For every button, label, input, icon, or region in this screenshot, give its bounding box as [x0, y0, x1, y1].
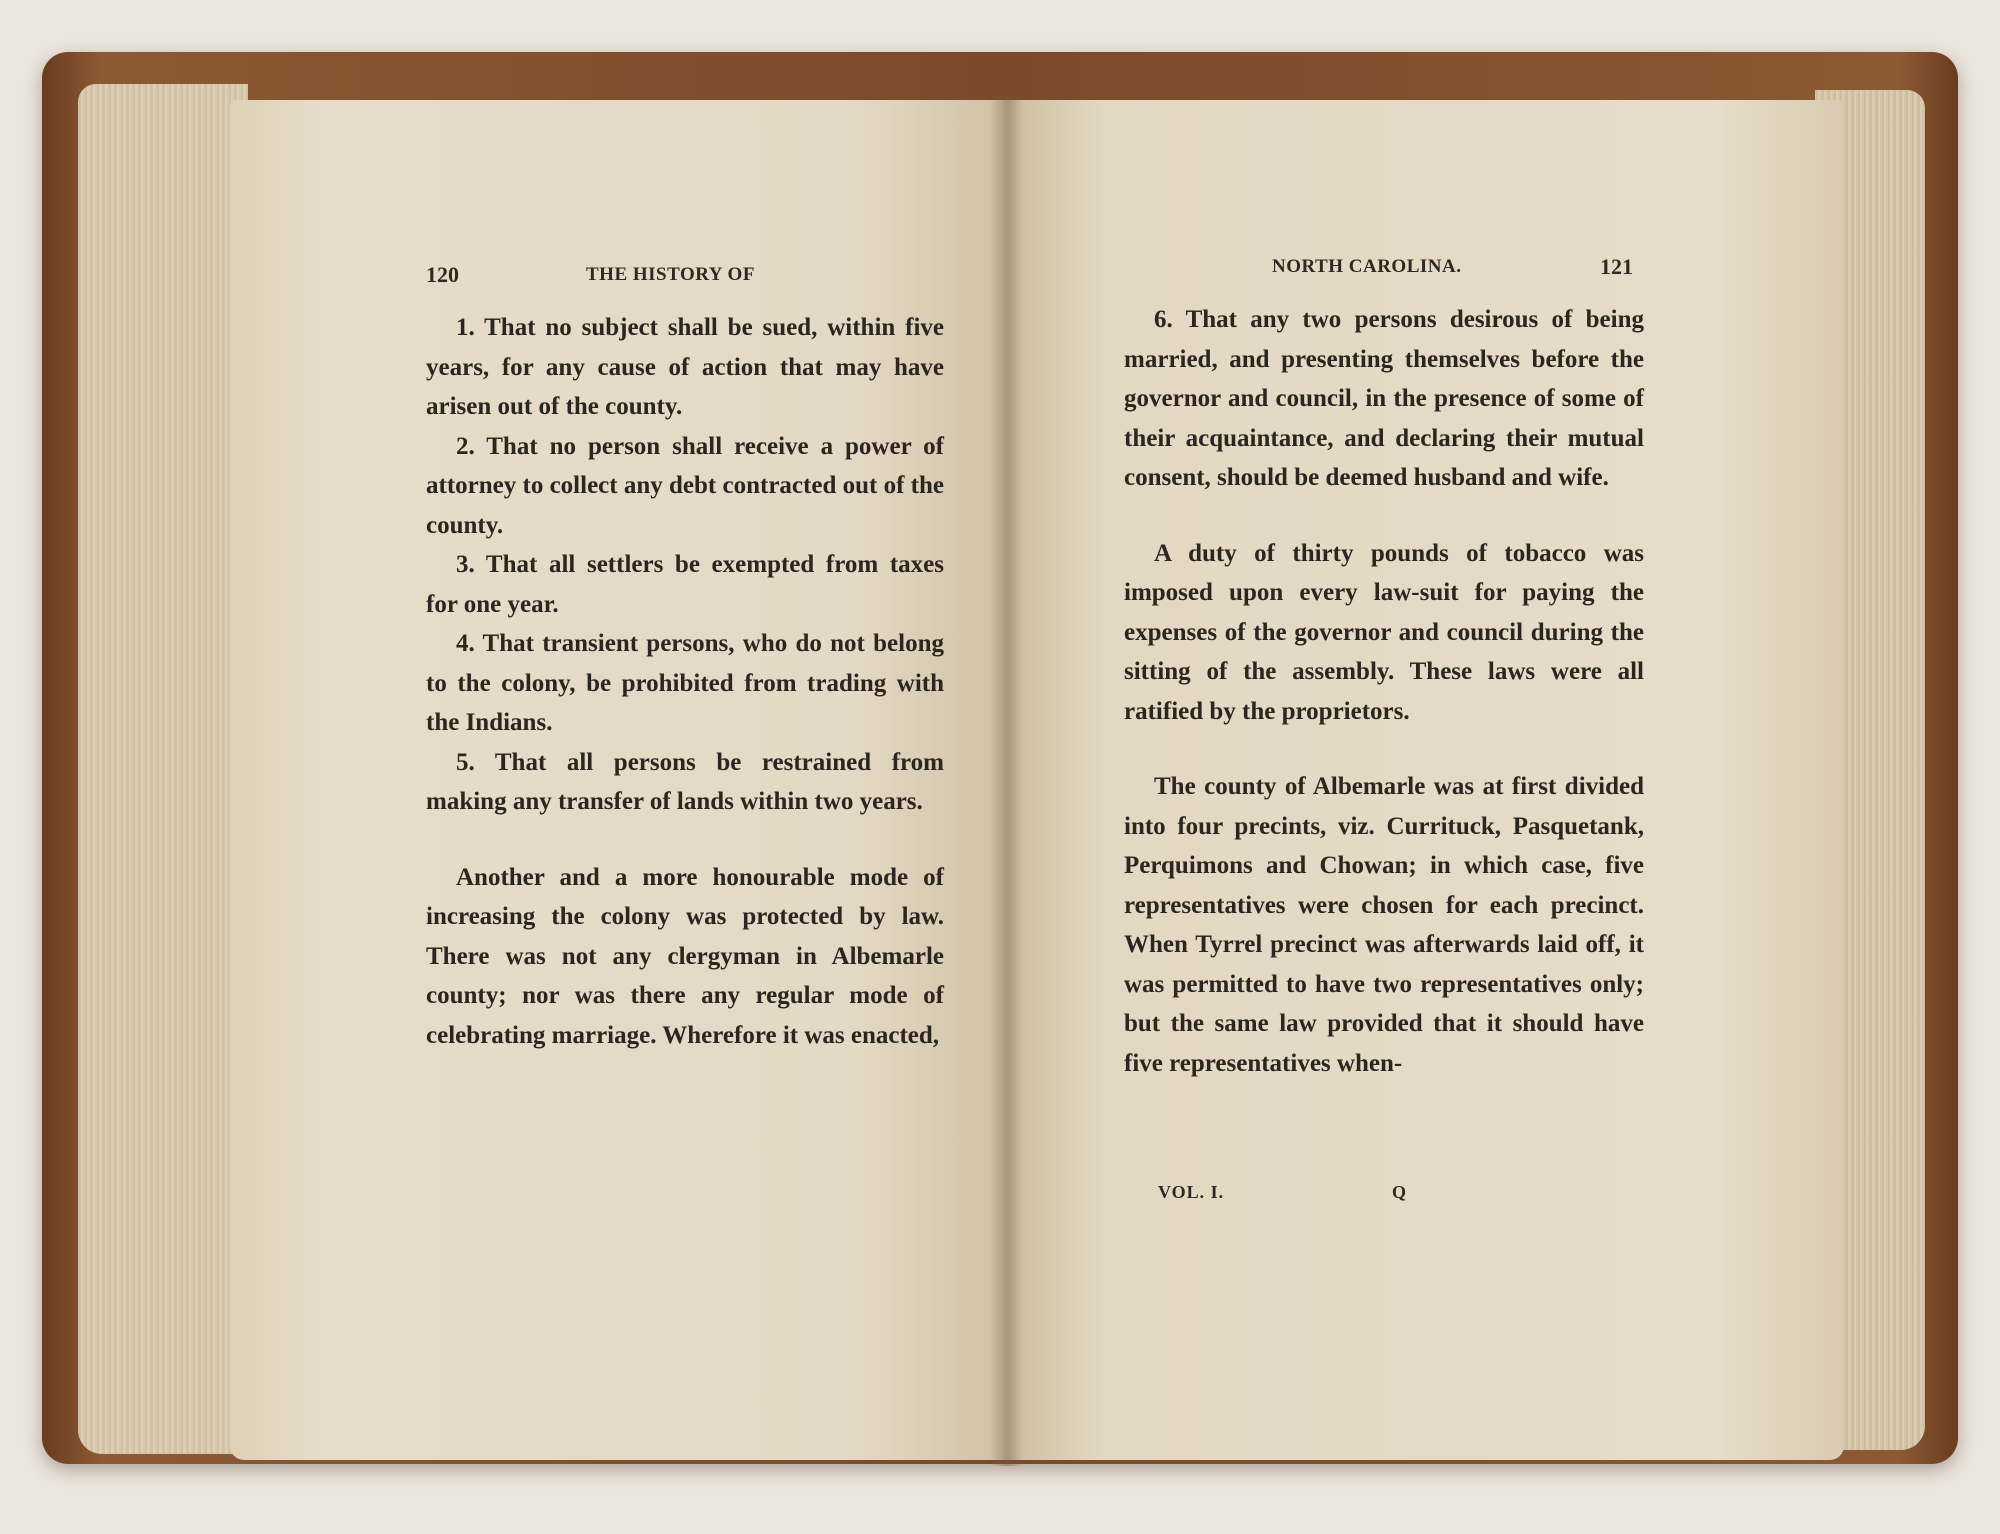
book-gutter	[990, 96, 1024, 1466]
left-paragraph-2: 2. That no person shall receive a power of attorney to collect any debt contracted out of the county.	[426, 432, 944, 539]
right-paragraph-1: 6. That any two persons desirous of being married, and presenting themselves before the governor and council, in the presence of some of their acquaintance, and declaring their mutual consent, should be deemed husband and wife.	[1124, 306, 1644, 491]
left-page-text	[426, 308, 944, 1055]
right-paragraph-2: A duty of thirty pounds of tobacco was imposed upon every law-suit for paying the expenses of the governor and council during the sitting of the assembly. These laws were all ratified by the proprietors.	[1124, 539, 1644, 725]
left-paragraph-1: 1. That no subject shall be sued, within five years, for any cause of action that may have arisen out of the county.	[426, 314, 944, 420]
left-page-number: 120	[426, 262, 459, 287]
page-edges-left	[78, 84, 248, 1454]
right-running-head: NORTH CAROLINA.	[1272, 256, 1462, 277]
right-page-text	[1124, 300, 1644, 1083]
signature-mark: Q	[1392, 1182, 1408, 1202]
right-paragraph-3: The county of Albemarle was at first divided into four precints, viz. Currituck, Pasquetank, Perquimons and Chowan; in which case, five representatives were chosen for each precinct. When Tyrrel precinct was afterwards laid off, it was permitted to have two representatives only; but the same law provided that it should have five representatives when-	[1124, 773, 1644, 1077]
volume-signature: VOL. I.	[1158, 1182, 1225, 1202]
right-page-number: 121	[1600, 254, 1633, 279]
left-paragraph-4: 4. That transient persons, who do not belong to the colony, be prohibited from trading with the Indians.	[426, 630, 944, 736]
left-paragraph-5: 5. That all persons be restrained from making any transfer of lands within two years.	[426, 748, 944, 815]
left-running-head: THE HISTORY OF	[586, 264, 755, 285]
left-paragraph-6: Another and a more honourable mode of increasing the colony was protected by law. There was not any clergyman in Albemarle county; nor was there any regular mode of celebrating marriage. Wherefore it was enacted,	[426, 863, 944, 1049]
left-paragraph-3: 3. That all settlers be exempted from taxes for one year.	[426, 551, 944, 618]
